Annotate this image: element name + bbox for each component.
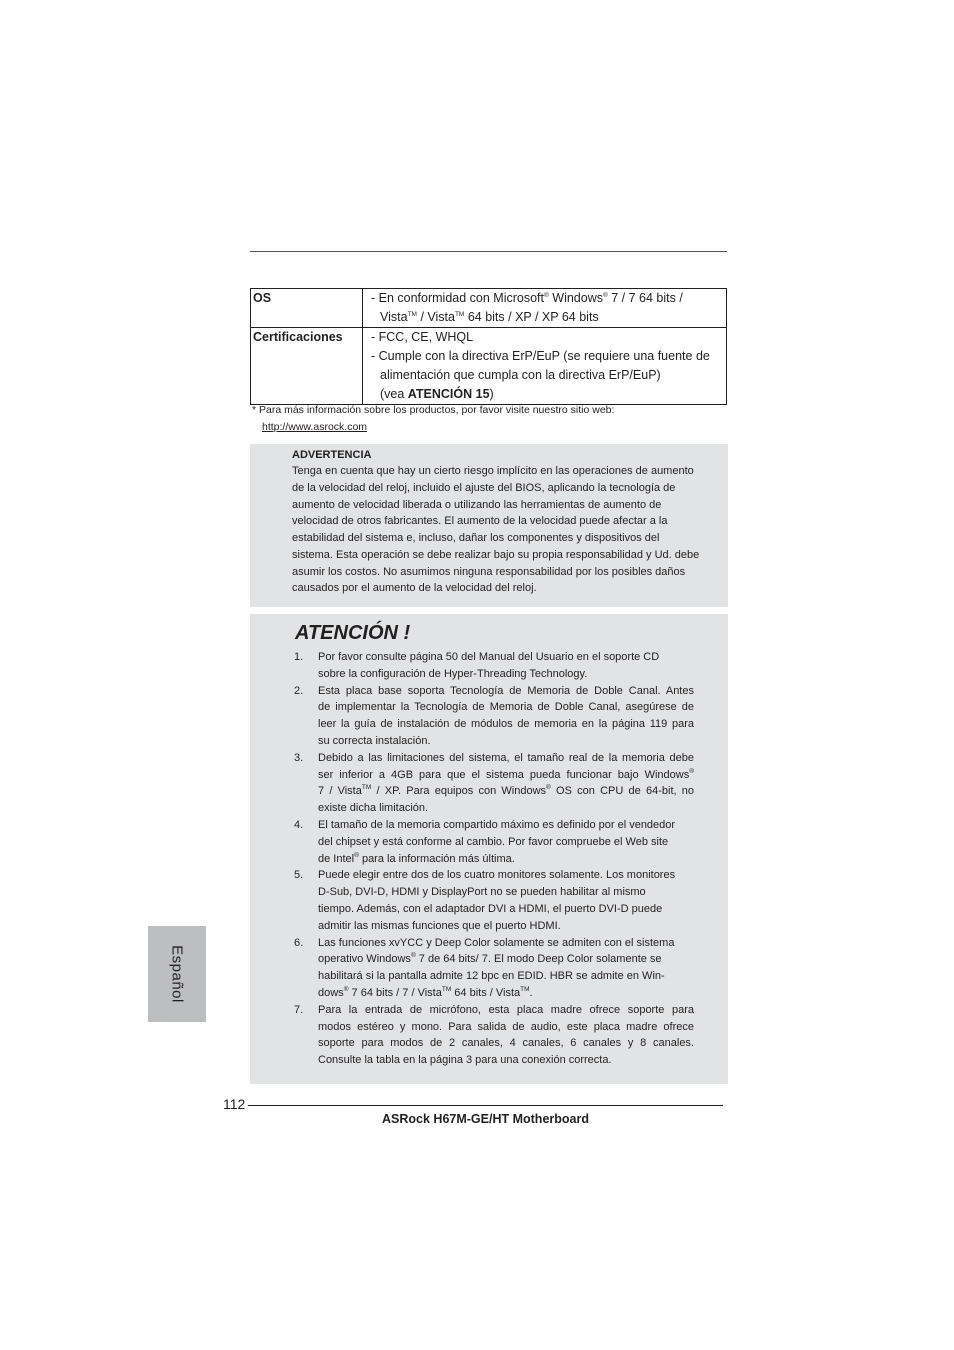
spec-table (250, 288, 727, 405)
warning-line: asumir los costos. No asumimos ninguna responsabilidad por los posibles daños (292, 565, 686, 578)
attention-box (250, 614, 728, 1084)
warning-line: velocidad de otros fabricantes. El aumento de la velocidad puede afectar a la (292, 515, 668, 528)
warning-line: causados por el aumento de la velocidad del reloj. (292, 582, 537, 595)
warning-line: aumento de velocidad liberada o utilizando las herramientas de aumento de (292, 498, 662, 511)
top-divider (250, 251, 727, 252)
spec-key-certifications: Certificaciones (251, 328, 363, 405)
warning-line: estabilidad del sistema e, incluso, dañar los componentes y dispositivos del (292, 532, 660, 544)
warning-title: ADVERTENCIA (292, 449, 372, 461)
bottom-divider (248, 1105, 723, 1106)
attention-item-5: 5. Puede elegir entre dos de los cuatro monitores solamente. Los monitores D-Sub, DVI-D, HDMI y DisplayPort no se pueden habilitar al mismo tiempo. Además, con el adaptador DVI a HDMI, el puerto DVI-D puede admitir las mismas funciones que el puerto HDMI. (294, 869, 676, 932)
spec-row-os (251, 289, 727, 328)
spec-value-certifications: - FCC, CE, WHQL - Cumple con la directiva ErP/EuP (se requiere una fuente de alimentación que cumpla con la directiva ErP/EuP) (vea ATENCIÓN 15) (363, 328, 727, 405)
warning-body (292, 463, 714, 597)
spec-key-os: OS (251, 289, 363, 328)
spec-row-certifications (251, 328, 727, 405)
attention-item-3: 3. Debido a las limitaciones del sistema, el tamaño real de la memoria debe ser inferior a 4GB para que el sistema pueda funcionar bajo Windows® 7 / Vista™ / XP. Para equipos con Windows® OS con CPU de 64-bit, no existe dicha limitación. (294, 751, 694, 815)
warning-line: Tenga en cuenta que hay un cierto riesgo implícito en las operaciones de aumento (292, 465, 694, 477)
footnote (252, 402, 614, 436)
language-tab (148, 926, 206, 1022)
spec-value-os: - En conformidad con Microsoft® Windows® 7 / 7 64 bits / Vista™ / Vista™ 64 bits / XP / XP 64 bits (363, 289, 727, 328)
attention-item-1: 1. Por favor consulte página 50 del Manual del Usuario en el soporte CD sobre la configuración de Hyper-Threading Technology. (294, 651, 660, 680)
attention-list (294, 649, 694, 1069)
warning-line: de la velocidad del reloj, incluido el ajuste del BIOS, aplicando la tecnología de (292, 481, 676, 494)
language-label: Español (168, 945, 186, 1003)
footnote-text: * Para más información sobre los productos, por favor visite nuestro sitio web: (252, 404, 615, 416)
page-number: 112 (223, 1096, 246, 1112)
website-link[interactable]: http://www.asrock.com (262, 421, 368, 433)
attention-item-2: 2. Esta placa base soporta Tecnología de Memoria de Doble Canal. Antes de implementar la Tecnología de Memoria de Doble Canal, asegúrese de leer la guía de instalación de módulos de memoria en la página 119 para su correcta instalación. (294, 684, 694, 747)
attention-item-4: 4. El tamaño de la memoria compartido máximo es definido por el vendedor del chipset y está conforme al cambio. Por favor compruebe el Web site de Intel® para la información más última. (294, 818, 676, 865)
warning-box (250, 444, 728, 607)
attention-item-7: 7. Para la entrada de micrófono, esta placa madre ofrece soporte para modos estéreo y mono. Para salida de audio, este placa madre ofrece soporte para modos de 2 canales, 4 canales, 6 canales y 8 canales. Consulte la tabla en la página 3 para una conexión correcta. (294, 1003, 694, 1067)
footer-title: ASRock H67M-GE/HT Motherboard (382, 1112, 589, 1126)
attention-title: ATENCIÓN ! (295, 622, 411, 644)
warning-line: sistema. Esta operación se debe realizar bajo su propia responsabilidad y Ud. debe (292, 548, 700, 561)
attention-item-6: 6. Las funciones xvYCC y Deep Color solamente se admiten con el sistema operativo Windows® 7 de 64 bits/ 7. El modo Deep Color solamente se habilitará si la pantalla admite 12 bpc en EDID. HBR se admite en Win- dows® 7 64 bits / 7 / Vista™ 64 bits / Vista™. (294, 936, 675, 999)
